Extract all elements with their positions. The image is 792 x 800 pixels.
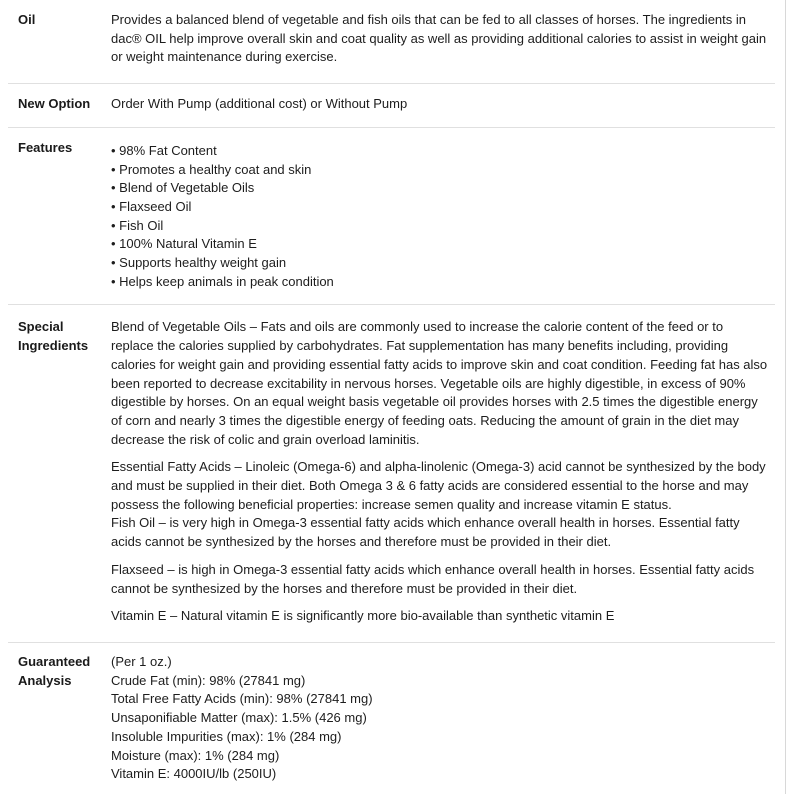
analysis-total-free-fatty-acids: Total Free Fatty Acids (min): 98% (27841 mg) — [111, 691, 373, 707]
page-right-border — [785, 0, 786, 794]
row-label-special-ingredients: Special Ingredients — [18, 319, 89, 354]
row-label-new-option: New Option — [18, 96, 91, 112]
special-ingredients-paragraph-fish-oil: Fish Oil – is very high in Omega-3 essential fatty acids which enhance overall health in horses. Essential fatty acids cannot be synthesized by the horses and therefore must be provided in their diet. — [111, 515, 740, 550]
analysis-serving-size: (Per 1 oz.) — [111, 653, 172, 669]
analysis-unsaponifiable-matter: Unsaponifiable Matter (max): 1.5% (426 mg) — [111, 710, 367, 726]
features-list — [111, 128, 775, 305]
feature-item: • Blend of Vegetable Oils — [111, 180, 255, 196]
special-ingredients-paragraph-essential-fatty-acids: Essential Fatty Acids – Linoleic (Omega-6) and alpha-linolenic (Omega-3) acid cannot be synthesized by the body and must be supplied in their diet. Both Omega 3 & 6 fatty acids are considered essential to the horse and may possess the following beneficial properties: increase semen quality and increase vitamin E status. — [111, 459, 766, 512]
row-label-oil: Oil — [18, 12, 36, 27]
feature-item: • 98% Fat Content — [111, 142, 217, 158]
analysis-vitamin-e: Vitamin E: 4000IU/lb (250IU) — [111, 766, 277, 782]
special-ingredients-paragraph-vitamin-e: Vitamin E – Natural vitamin E is significantly more bio-available than synthetic vitamin E — [111, 608, 615, 624]
feature-item: • Promotes a healthy coat and skin — [111, 161, 312, 177]
feature-item: • Helps keep animals in peak condition — [111, 273, 334, 289]
spec-row-new-option — [8, 84, 775, 128]
spec-row-oil — [8, 0, 775, 84]
oil-description-text: Provides a balanced blend of vegetable and fish oils that can be fed to all classes of horses. The ingredients in dac® OIL help improve overall skin and coat quality as well as providing additional calories to assist in weight gain or weight maintenance during exercise. — [111, 12, 767, 65]
special-ingredients-cell — [111, 305, 775, 642]
new-option-text: Order With Pump (additional cost) or Without Pump — [111, 96, 408, 112]
feature-item: • 100% Natural Vitamin E — [111, 236, 257, 252]
guaranteed-analysis-cell — [111, 643, 775, 800]
analysis-moisture: Moisture (max): 1% (284 mg) — [111, 747, 280, 763]
row-label-guaranteed-analysis: Guaranteed Analysis — [18, 653, 91, 688]
new-option-cell — [111, 84, 775, 127]
special-ingredients-paragraph-vegetable-oils: Blend of Vegetable Oils – Fats and oils are commonly used to increase the calorie content of the feed or to replace the calories supplied by carbohydrates. Fat supplementation has many benefits including, providing calories for weight gain and providing essential fatty acids to improve skin and coat condition. Feeding fat has also been reported to decrease excitability in nervous horses. Vegetable oils are highly digestible, in excess of 90% digestible by horses. On an equal weight basis vegetable oil provides horses with 2.5 times the digestible energy of corn and nearly 3 times the digestible energy of feeding oats. Reducing the amount of grain in the diet may decrease the risk of colic and grain overload laminitis. — [111, 319, 768, 447]
spec-row-features — [8, 128, 775, 306]
feature-item: • Fish Oil — [111, 217, 164, 233]
special-ingredients-paragraph-flaxseed: Flaxseed – is high in Omega-3 essential fatty acids which enhance overall health in horses. Essential fatty acids cannot be synthesized by the horses and therefore must be provided in their diet. — [111, 561, 755, 596]
row-label-features: Features — [18, 139, 73, 155]
product-spec-table — [8, 0, 775, 800]
analysis-insoluble-impurities: Insoluble Impurities (max): 1% (284 mg) — [111, 728, 342, 744]
feature-item: • Supports healthy weight gain — [111, 255, 287, 271]
spec-row-guaranteed-analysis — [8, 643, 775, 800]
spec-row-special-ingredients — [8, 305, 775, 643]
oil-description-cell — [111, 0, 775, 83]
analysis-crude-fat: Crude Fat (min): 98% (27841 mg) — [111, 672, 306, 688]
feature-item: • Flaxseed Oil — [111, 198, 192, 214]
